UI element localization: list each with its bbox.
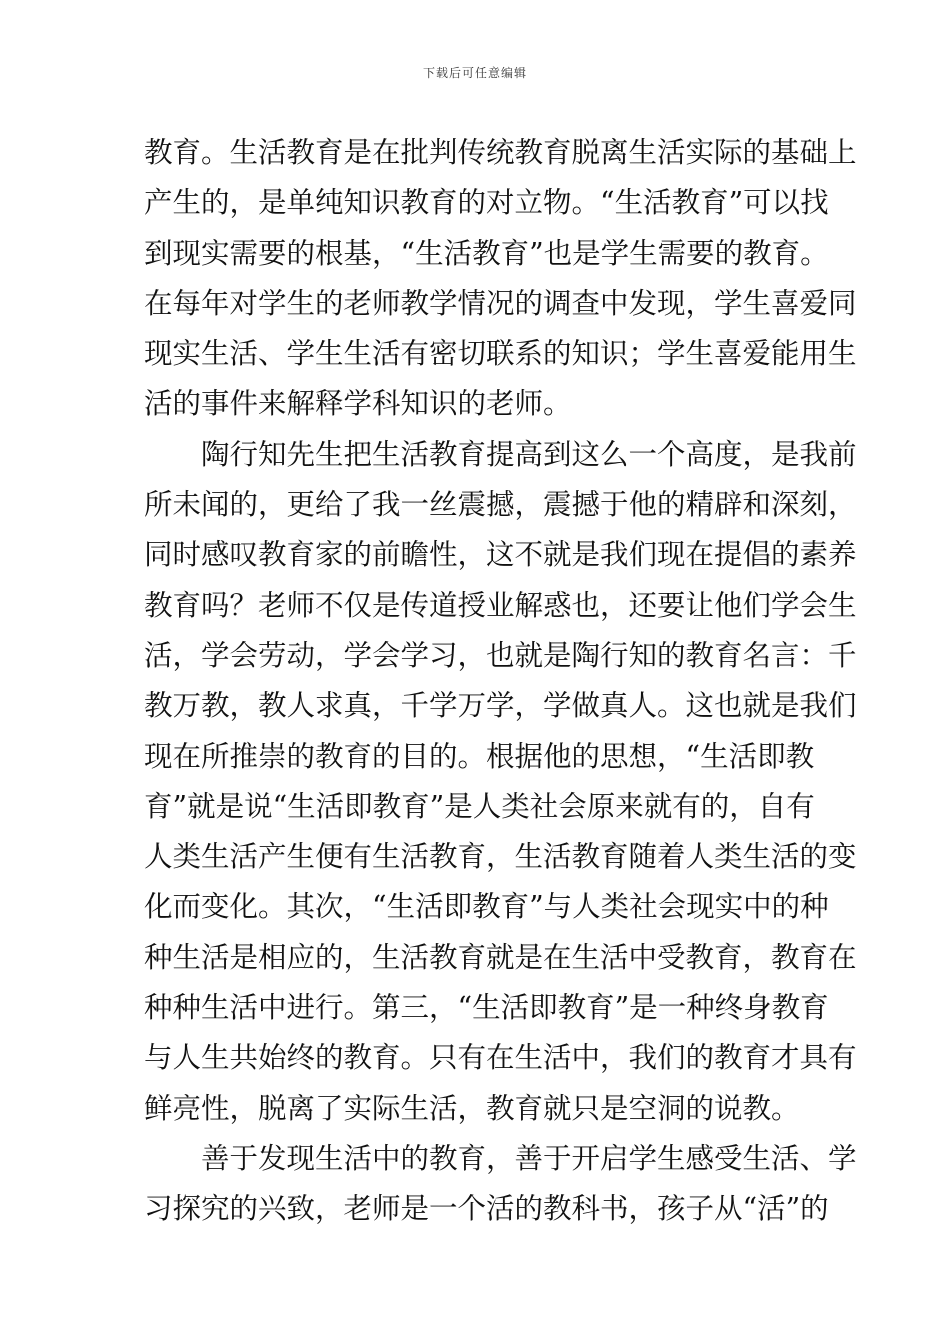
text-line: 善于发现生活中的教育，善于开启学生感受生活、学 [144,1141,857,1175]
text-line: 现在所推崇的教育的目的。根据他的思想，“生活即教 [144,739,815,773]
text-line: 习探究的兴致，老师是一个活的教科书，孩子从“活”的 [144,1192,829,1226]
text-line: 活的事件来解释学科知识的老师。 [144,387,572,421]
text-line: 鲜亮性，脱离了实际生活，教育就只是空洞的说教。 [144,1091,800,1125]
text-line: 活，学会劳动，学会学习，也就是陶行知的教育名言：千 [144,638,857,672]
text-line: 产生的，是单纯知识教育的对立物。“生活教育”可以找 [144,186,829,220]
page-header: 下载后可任意编辑 [422,66,527,80]
text-line: 种生活是相应的，生活教育就是在生活中受教育，教育在 [144,940,857,974]
text-line: 教育吗？老师不仅是传道授业解惑也，还要让他们学会生 [144,588,857,622]
text-line: 化而变化。其次，“生活即教育”与人类社会现实中的种 [144,890,829,924]
text-line: 人类生活产生便有生活教育，生活教育随着人类生活的变 [144,840,857,874]
text-line: 在每年对学生的老师教学情况的调查中发现，学生喜爱同 [144,286,857,320]
text-line: 种种生活中进行。第三，“生活即教育”是一种终身教育 [144,991,829,1025]
text-line: 教万教，教人求真，千学万学，学做真人。这也就是我们 [144,689,857,723]
text-line: 与人生共始终的教育。只有在生活中，我们的教育才具有 [144,1041,857,1075]
text-line: 到现实需要的根基，“生活教育”也是学生需要的教育。 [144,236,829,270]
text-line: 育”就是说“生活即教育”是人类社会原来就有的，自有 [144,789,815,823]
text-line: 教育。生活教育是在批判传统教育脱离生活实际的基础上 [144,136,857,169]
text-line: 同时感叹教育家的前瞻性，这不就是我们现在提倡的素养 [144,538,857,572]
text-line: 现实生活、学生生活有密切联系的知识；学生喜爱能用生 [144,337,857,371]
text-line: 所未闻的，更给了我一丝震撼，震撼于他的精辟和深刻， [144,488,857,522]
text-line: 陶行知先生把生活教育提高到这么一个高度，是我前 [144,437,857,471]
body-text [144,128,857,1235]
